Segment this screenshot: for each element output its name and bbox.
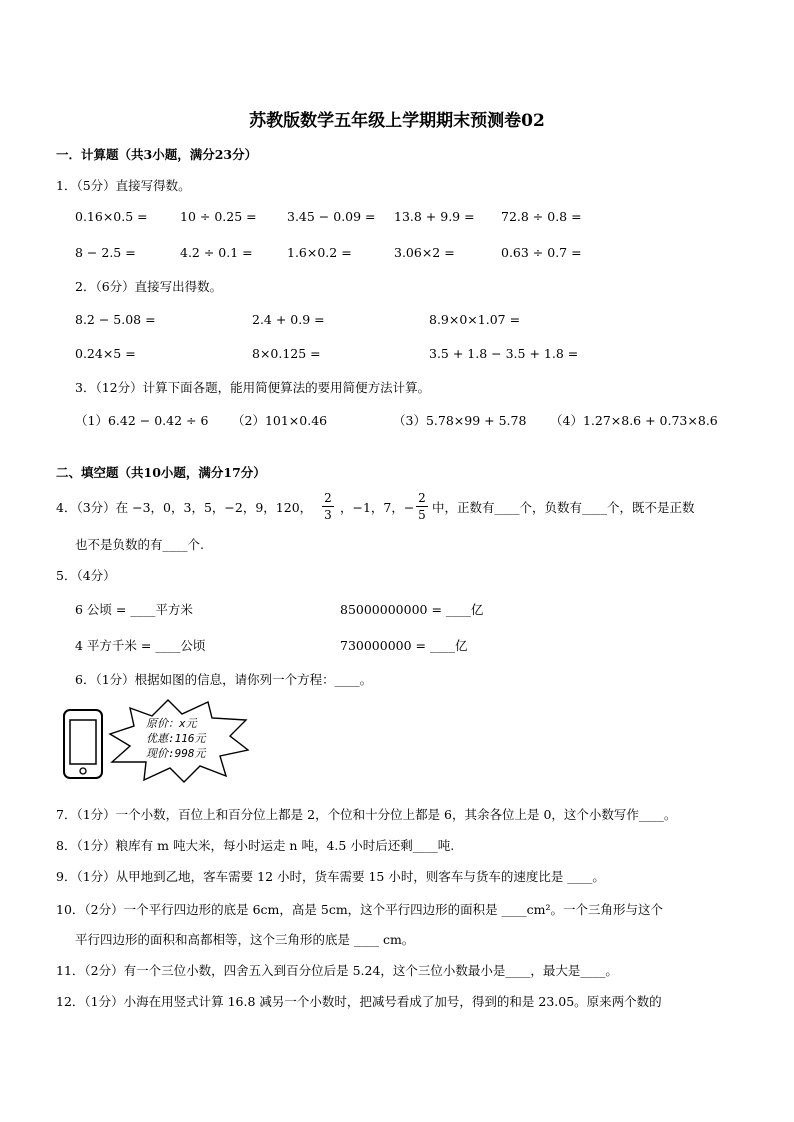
q12-text: 12．（1分）小海在用竖式计算 16.8 减另一个小数时，把减号看成了加号，得到的和是 23.05。原来两个数的 bbox=[56, 994, 662, 1009]
fraction-numerator: 2 bbox=[324, 491, 332, 505]
q1-expr: 1.6×0.2 = bbox=[287, 245, 352, 260]
q2-expr: 8.9×0×1.07 = bbox=[429, 312, 521, 327]
q5-item: 730000000 = ____亿 bbox=[340, 638, 468, 653]
section-2-heading: 二、填空题（共10小题，满分17分） bbox=[56, 465, 266, 480]
q5-heading: 5．（4分） bbox=[56, 568, 116, 583]
q4-prefix: 4．（3分）在 −3，0，3，5，−2，9，120， bbox=[56, 500, 313, 515]
q1-expr: 0.16×0.5 = bbox=[75, 209, 148, 224]
q2-expr: 0.24×5 = bbox=[75, 346, 136, 361]
q4-line-2: 也不是负数的有____个. bbox=[75, 537, 204, 552]
page-title: 苏教版数学五年级上学期期末预测卷02 bbox=[249, 111, 545, 131]
q2-expr: 8×0.125 = bbox=[252, 346, 321, 361]
q2-expr: 2.4 + 0.9 = bbox=[252, 312, 325, 327]
q6-heading: 6．（1分）根据如图的信息，请你列一个方程：____。 bbox=[75, 672, 373, 687]
q4-middle: ，−1，7，− bbox=[340, 500, 415, 515]
q4-fraction-2 bbox=[416, 491, 428, 522]
q2-expr: 3.5 + 1.8 − 3.5 + 1.8 = bbox=[429, 346, 579, 361]
q7-text: 7．（1分）一个小数，百位上和百分位上都是 2，个位和十分位上都是 6，其余各位上是 0，这个小数写作____。 bbox=[56, 807, 677, 822]
fraction-denominator: 3 bbox=[324, 508, 332, 522]
q2-expr: 8.2 − 5.08 = bbox=[75, 312, 156, 327]
q1-expr: 3.45 − 0.09 = bbox=[287, 209, 376, 224]
price-stamp-line: 优惠:116元 bbox=[146, 732, 206, 745]
q3-item: （2）101×0.46 bbox=[232, 413, 328, 428]
fraction-denominator: 5 bbox=[418, 508, 426, 522]
q5-item: 85000000000 = ____亿 bbox=[340, 602, 484, 617]
q1-expr: 4.2 ÷ 0.1 = bbox=[180, 245, 253, 260]
section-1-heading: 一．计算题（共3小题，满分23分） bbox=[56, 147, 258, 162]
fraction-bar bbox=[416, 506, 428, 507]
q11-text: 11．（2分）有一个三位小数，四舍五入到百分位后是 5.24，这个三位小数最小是____，最大是____。 bbox=[56, 963, 618, 978]
q10-line-1: 10．（2分）一个平行四边形的底是 6cm，高是 5cm，这个平行四边形的面积是 ____cm²。一个三角形与这个 bbox=[56, 902, 664, 917]
q1-expr: 8 − 2.5 = bbox=[75, 245, 136, 260]
q1-expr: 72.8 ÷ 0.8 = bbox=[501, 209, 582, 224]
price-stamp-line: 原价：x元 bbox=[146, 717, 197, 730]
fraction-numerator: 2 bbox=[418, 491, 426, 505]
q2-heading: 2．（6分）直接写出得数。 bbox=[75, 279, 223, 294]
q8-text: 8．（1分）粮库有 m 吨大米，每小时运走 n 吨，4.5 小时后还剩____吨. bbox=[56, 838, 455, 853]
price-stamp-line: 现价:998元 bbox=[146, 747, 206, 760]
phone-icon bbox=[62, 708, 104, 780]
fraction-bar bbox=[322, 506, 334, 507]
q1-expr: 3.06×2 = bbox=[394, 245, 455, 260]
q3-item: （3）5.78×99 + 5.78 bbox=[393, 413, 527, 428]
q4-fraction-1 bbox=[322, 491, 334, 522]
q10-line-2: 平行四边形的面积和高都相等，这个三角形的底是 ____ cm。 bbox=[75, 932, 415, 947]
q9-text: 9．（1分）从甲地到乙地，客车需要 12 小时，货车需要 15 小时，则客车与货车的速度比是 ____。 bbox=[56, 869, 605, 884]
q1-expr: 10 ÷ 0.25 = bbox=[180, 209, 257, 224]
q3-item: （4）1.27×8.6 + 0.73×8.6 bbox=[550, 413, 718, 428]
q1-heading: 1．（5分）直接写得数。 bbox=[56, 178, 191, 193]
q5-item: 4 平方千米 = ____公顷 bbox=[75, 638, 206, 653]
q3-heading: 3．（12分）计算下面各题，能用简便算法的要用简便方法计算。 bbox=[75, 380, 431, 395]
q5-item: 6 公顷 = ____平方米 bbox=[75, 602, 193, 617]
q1-expr: 13.8 + 9.9 = bbox=[394, 209, 475, 224]
q1-expr: 0.63 ÷ 0.7 = bbox=[501, 245, 582, 260]
q4-suffix: 中，正数有____个，负数有____个，既不是正数 bbox=[432, 500, 695, 515]
q3-item: （1）6.42 − 0.42 ÷ 6 bbox=[75, 413, 209, 428]
